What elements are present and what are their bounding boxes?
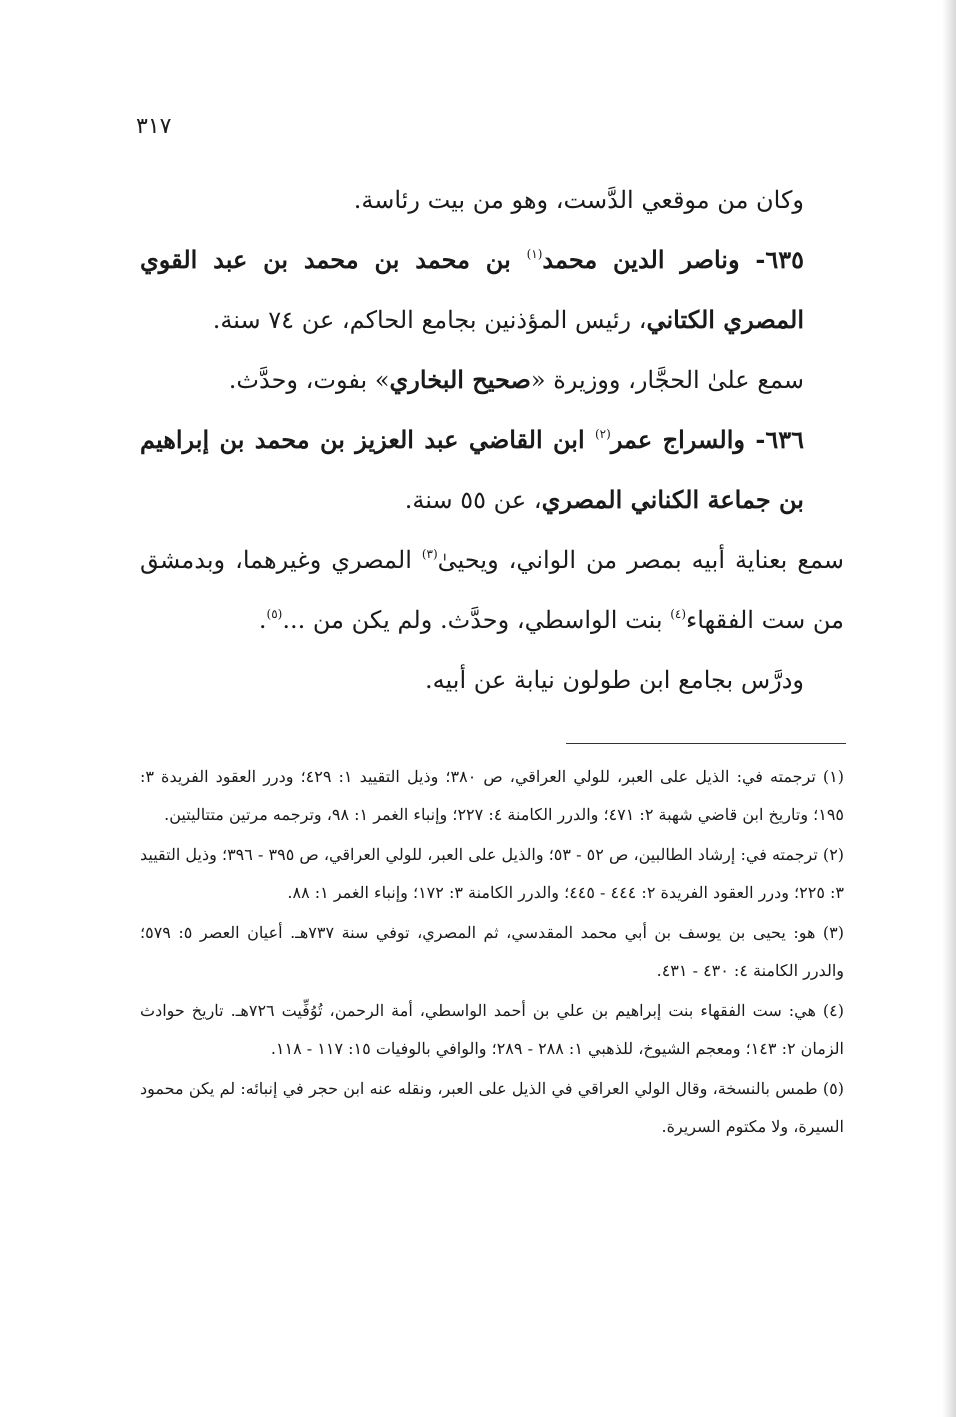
paragraph-6 xyxy=(140,650,844,710)
footnote-4: (٤) هي: ست الفقهاء بنت إبراهيم بن علي بن أحمد الواسطي، أمة الرحمن، تُوُفِّيت ٧٢٦هـ. تاريخ حوادث الزمان ٢: ١٤٣؛ ومعجم الشيوخ، للذهبي ١: ٢٨٨ - ٢٨٩؛ والوافي بالوفيات ١٥: ١١٧ - ١١٨. xyxy=(140,1001,844,1058)
footnote-2: (٢) ترجمته في: إرشاد الطالبين، ص ٥٢ - ٥٣؛ والذيل على العبر، للولي العراقي، ص ٣٩٥ - ٣٩٦؛ وذيل التقييد ٣: ٢٢٥؛ ودرر العقود الفريدة ٢: ٤٤٤ - ٤٤٥؛ والدرر الكامنة ٣: ١٧٢؛ وإنباء الغمر ١: ٨٨. xyxy=(140,845,845,902)
entry-636 xyxy=(140,410,844,530)
entry-636-name: والسراج عمر xyxy=(610,425,745,454)
paragraph-3-text-a: سمع علىٰ الحجَّار، ووزيرة « xyxy=(530,366,804,394)
footnote-ref-1[interactable]: (١) xyxy=(526,247,543,261)
paragraph-5-text-d: . xyxy=(258,606,267,634)
footnotes xyxy=(140,758,844,1148)
paragraph-5-text-a: سمع بعناية أبيه بمصر من الواني، ويحيىٰ xyxy=(437,546,844,574)
footnote-divider xyxy=(566,743,846,744)
entry-636-number: ٦٣٦- xyxy=(745,425,804,454)
footnote-ref-5[interactable]: (٥) xyxy=(266,607,283,621)
page-number: ٣١٧ xyxy=(136,114,172,139)
footnote-ref-3[interactable]: (٣) xyxy=(421,547,438,561)
entry-635-name: وناصر الدين محمد xyxy=(542,245,740,274)
entry-635 xyxy=(140,230,844,350)
entry-635-number: ٦٣٥- xyxy=(739,245,804,274)
footnote-3: (٣) هو: يحيى بن يوسف بن أبي محمد المقدسي، ثم المصري، توفي سنة ٧٣٧هـ. أعيان العصر ٥: ٥٧٩؛ والدرر الكامنة ٤: ٤٣٠ - ٤٣١. xyxy=(140,923,844,980)
entry-636-rest: ، عن ٥٥ سنة. xyxy=(404,486,542,514)
paragraph-5 xyxy=(140,530,844,650)
paragraph-5-text-b: المصري وغيرهما، وبدمشق من ست الفقهاء xyxy=(140,546,844,634)
footnote-ref-2[interactable]: (٢) xyxy=(594,427,611,441)
entry-636-name-cont: ابن القاضي عبد العزيز بن محمد بن إبراهيم بن جماعة الكناني المصري xyxy=(140,425,804,514)
book-title: صحيح البخاري xyxy=(389,365,531,394)
footnote-5: (٥) طمس بالنسخة، وقال الولي العراقي في الذيل على العبر، ونقله عنه ابن حجر في إنبائه: لم يكن محمود السيرة، ولا مكتوم السريرة. xyxy=(140,1079,844,1136)
paragraph-5-text-c: بنت الواسطي، وحدَّث. ولم يكن من ... xyxy=(282,606,671,634)
paragraph-1-text: وكان من موقعي الدَّست، وهو من بيت رئاسة. xyxy=(353,186,804,214)
main-text xyxy=(140,170,844,710)
entry-635-rest: ، رئيس المؤذنين بجامع الحاكم، عن ٧٤ سنة. xyxy=(212,306,647,334)
paragraph-3 xyxy=(140,350,844,410)
paragraph-6-text: ودرَّس بجامع ابن طولون نيابة عن أبيه. xyxy=(425,666,804,694)
footnote-1: (١) ترجمته في: الذيل على العبر، للولي العراقي، ص ٣٨٠؛ وذيل التقييد ١: ٤٢٩؛ ودرر العقود الفريدة ٣: ١٩٥؛ وتاريخ ابن قاضي شهبة ٢: ٤٧١؛ والدرر الكامنة ٤: ٢٢٧؛ وإنباء الغمر ١: ٩٨، وترجمه مرتين متتاليتين. xyxy=(140,767,844,824)
paragraph-3-text-b: » بفوت، وحدَّث. xyxy=(228,366,390,394)
paragraph-1 xyxy=(140,170,844,230)
footnote-ref-4[interactable]: (٤) xyxy=(670,607,687,621)
entry-635-name-cont: بن محمد بن محمد بن عبد القوي المصري الكتاني xyxy=(140,245,804,334)
